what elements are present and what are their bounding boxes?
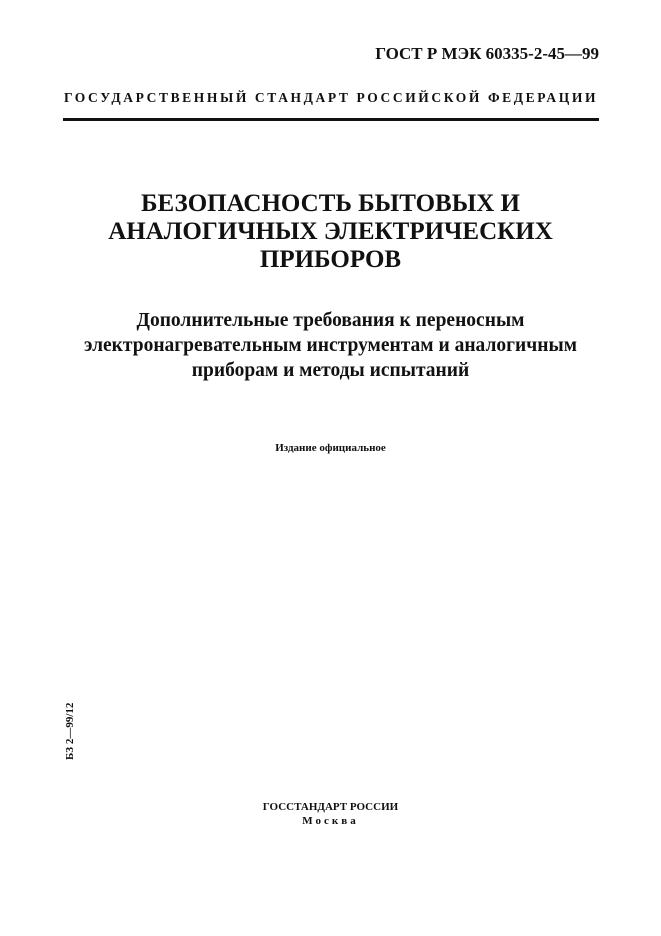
edition-note: Издание официальное (275, 442, 386, 454)
header-rule (63, 118, 599, 121)
subtitle-line: приборам и методы испытаний (191, 360, 470, 381)
header-band (63, 90, 599, 121)
document-subtitle (50, 308, 611, 383)
side-code: БЗ 2—99/12 (64, 702, 76, 760)
publisher-city: Москва (302, 815, 359, 827)
title-line: ПРИБОРОВ (259, 246, 402, 273)
subtitle-line: Дополнительные требования к переносным (136, 310, 525, 331)
publisher: ГОССТАНДАРТ РОССИИ (262, 801, 399, 813)
subtitle-line: электронагревательным инструментам и аналогичным (84, 335, 577, 356)
title-line: АНАЛОГИЧНЫХ ЭЛЕКТРИЧЕСКИХ (108, 218, 553, 245)
document-code: ГОСТ Р МЭК 60335-2-45—99 (375, 44, 599, 63)
title-line: БЕЗОПАСНОСТЬ БЫТОВЫХ И (140, 190, 520, 217)
standard-heading: ГОСУДАРСТВЕННЫЙ СТАНДАРТ РОССИЙСКОЙ ФЕДЕРАЦИИ (63, 90, 599, 105)
document-title (60, 190, 601, 274)
